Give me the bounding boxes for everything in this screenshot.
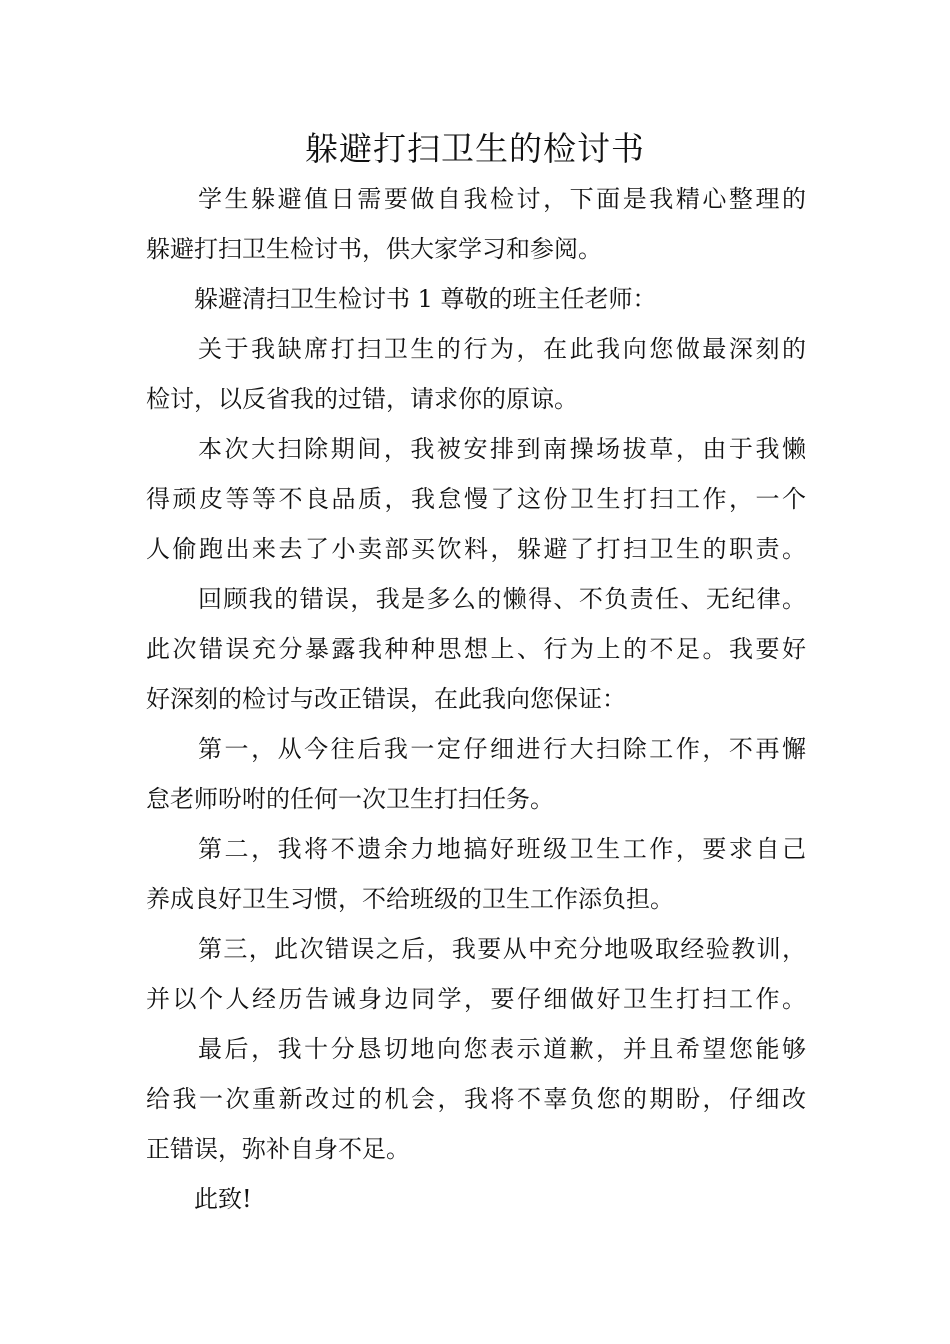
document-title: 躲避打扫卫生的检讨书 [305,129,645,168]
paragraph-1-line-2: 检讨，以反省我的过错，请求你的原谅。 [146,385,578,413]
paragraph-4-line-1: 第一，从今往后我一定仔细进行大扫除工作，不再懈 [198,735,806,763]
closing-line: 此致! [194,1185,252,1213]
paragraph-5-line-2: 养成良好卫生习惯，不给班级的卫生工作添负担。 [146,885,674,913]
paragraph-1-line-1: 关于我缺席打扫卫生的行为，在此我向您做最深刻的 [198,335,806,363]
paragraph-7-line-1: 最后，我十分恳切地向您表示道歉，并且希望您能够 [198,1035,806,1063]
paragraph-6-line-1: 第三，此次错误之后，我要从中充分地吸取经验教训， [198,935,806,963]
paragraph-7-line-2: 给我一次重新改过的机会，我将不辜负您的期盼，仔细改 [146,1085,806,1113]
paragraph-3-line-3: 好深刻的检讨与改正错误，在此我向您保证： [146,685,626,713]
intro-line-1: 学生躲避值日需要做自我检讨，下面是我精心整理的 [198,185,806,213]
paragraph-6-line-2: 并以个人经历告诫身边同学，要仔细做好卫生打扫工作。 [146,985,806,1013]
paragraph-2-line-1: 本次大扫除期间，我被安排到南操场拔草，由于我懒 [198,435,806,463]
paragraph-3-line-2: 此次错误充分暴露我种种思想上、行为上的不足。我要好 [146,635,806,663]
intro-line-2: 躲避打扫卫生检讨书，供大家学习和参阅。 [146,235,602,263]
salutation-line: 躲避清扫卫生检讨书 1 尊敬的班主任老师： [194,285,657,313]
paragraph-2-line-3: 人偷跑出来去了小卖部买饮料，躲避了打扫卫生的职责。 [146,535,806,563]
paragraph-2-line-2: 得顽皮等等不良品质，我怠慢了这份卫生打扫工作，一个 [146,485,806,513]
paragraph-4-line-2: 怠老师吩咐的任何一次卫生打扫任务。 [146,785,554,813]
paragraph-5-line-1: 第二，我将不遗余力地搞好班级卫生工作，要求自己 [198,835,806,863]
paragraph-7-line-3: 正错误，弥补自身不足。 [146,1135,410,1163]
paragraph-3-line-1: 回顾我的错误，我是多么的懒得、不负责任、无纪律。 [198,585,806,613]
